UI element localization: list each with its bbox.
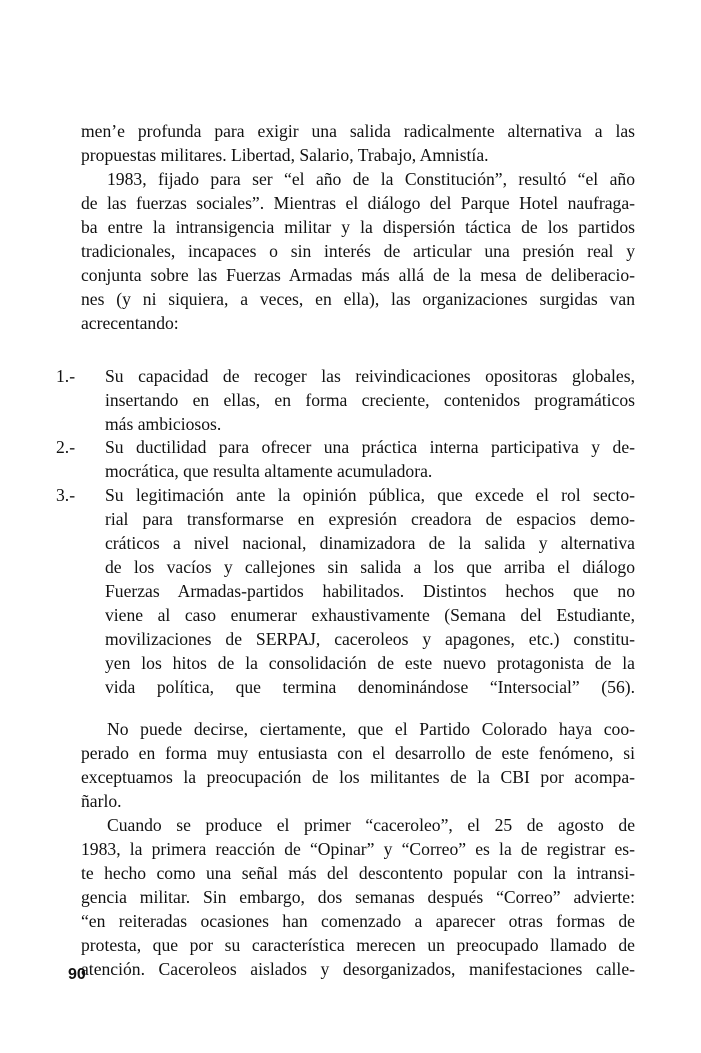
text-line: mocrática, que resulta altamente acumuladora. — [105, 461, 433, 481]
list-item-number: 3.- — [56, 485, 76, 505]
text-line: Su capacidad de recoger las reivindicaciones opositoras globales, — [105, 366, 635, 386]
text-line: 1983, la primera reacción de “Opinar” y “Correo” es la de registrar es- — [81, 839, 635, 859]
text-line: ba entre la intransigencia militar y la dispersión táctica de los partidos — [81, 217, 635, 237]
text-line: propuestas militares. Libertad, Salario, Trabajo, Amnistía. — [81, 145, 489, 165]
text-line: conjunta sobre las Fuerzas Armadas más allá de la mesa de deliberacio- — [81, 265, 635, 285]
text-line: nes (y ni siquiera, a veces, en ella), las organizaciones surgidas van — [81, 289, 635, 309]
text-line: protesta, que por su característica merecen un preocupado llamado de — [81, 935, 635, 955]
text-line: No puede decirse, ciertamente, que el Partido Colorado haya coo- — [107, 719, 635, 739]
text-line: de los vacíos y callejones sin salida a los que arriba el diálogo — [105, 557, 635, 577]
text-line: Su legitimación ante la opinión pública, que excede el rol secto- — [105, 485, 635, 505]
text-line: vida política, que termina denominándose “Intersocial” (56). — [105, 677, 635, 697]
page-number: 90 — [68, 966, 86, 983]
text-line: viene al caso enumerar exhaustivamente (Semana del Estudiante, — [105, 605, 635, 625]
text-line: gencia militar. Sin embargo, dos semanas después “Correo” advierte: — [81, 887, 635, 907]
text-line: insertando en ellas, en forma creciente, contenidos programáticos — [105, 390, 635, 410]
text-line: 1983, fijado para ser “el año de la Constitución”, resultó “el año — [107, 169, 635, 189]
text-line: Su ductilidad para ofrecer una práctica interna participativa y de- — [105, 437, 635, 457]
text-line: Fuerzas Armadas-partidos habilitados. Distintos hechos que no — [105, 581, 635, 601]
list-item-number: 1.- — [56, 366, 76, 386]
text-line: de las fuerzas sociales”. Mientras el diálogo del Parque Hotel naufraga- — [81, 193, 635, 213]
text-line: cráticos a nivel nacional, dinamizadora de la salida y alternativa — [105, 533, 635, 553]
text-line: más ambiciosos. — [105, 414, 222, 434]
text-line: ñarlo. — [81, 791, 122, 811]
text-line: acrecentando: — [81, 313, 179, 333]
text-line: te hecho como una señal más del descontento popular con la intransi- — [81, 863, 635, 883]
text-line: yen los hitos de la consolidación de este nuevo protagonista de la — [105, 653, 635, 673]
text-line: Cuando se produce el primer “caceroleo”, el 25 de agosto de — [107, 815, 635, 835]
list-item-number: 2.- — [56, 437, 76, 457]
text-line: tradicionales, incapaces o sin interés de articular una presión real y — [81, 241, 635, 261]
text-line: exceptuamos la preocupación de los militantes de la CBI por acompa- — [81, 767, 635, 787]
text-line: men’e profunda para exigir una salida radicalmente alternativa a las — [81, 121, 635, 141]
text-line: “en reiteradas ocasiones han comenzado a aparecer otras formas de — [81, 911, 635, 931]
text-line: rial para transformarse en expresión creadora de espacios demo- — [105, 509, 635, 529]
text-line: movilizaciones de SERPAJ, caceroleos y apagones, etc.) constitu- — [105, 629, 635, 649]
text-line: atención. Caceroleos aislados y desorganizados, manifestaciones calle- — [81, 959, 635, 979]
text-line: perado en forma muy entusiasta con el desarrollo de este fenómeno, si — [81, 743, 635, 763]
